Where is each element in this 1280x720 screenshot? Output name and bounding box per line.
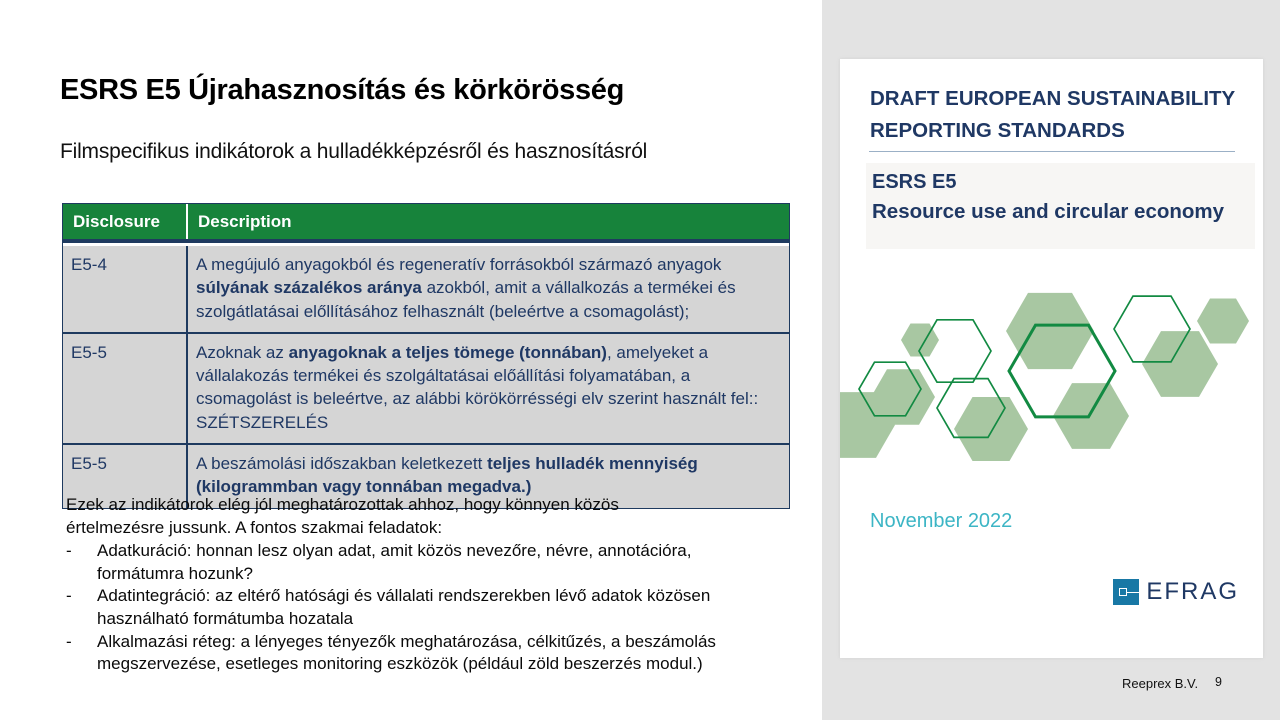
- table-body: [63, 243, 789, 508]
- bullet-text: Alkalmazási réteg: a lényeges tényezők meghatározása, célkitűzés, a beszámolás megszervezése, esetleges monitoring eszközök (például zöld beszerzés modul.): [97, 631, 716, 674]
- notes-section: [66, 494, 786, 676]
- bullet-marker: -: [66, 541, 72, 561]
- table-header-description: Description: [198, 212, 292, 231]
- esrs-cover-image: [840, 59, 1263, 658]
- slide-subtitle: Filmspecifikus indikátorok a hulladékképzésről és hasznosításról: [60, 140, 648, 163]
- disclosure-cell: E5-5: [63, 445, 188, 508]
- table-header-disclosure: Disclosure: [63, 204, 188, 239]
- disclosure-cell: E5-4: [63, 246, 188, 332]
- bullet-marker: -: [66, 586, 72, 606]
- page-number: 9: [1215, 675, 1222, 689]
- disclosure-cell: E5-5: [63, 334, 188, 443]
- list-item: [66, 540, 762, 585]
- efrag-logo: [1113, 578, 1239, 606]
- efrag-logo-icon: [1113, 579, 1139, 605]
- disclosure-table: [62, 203, 790, 509]
- table-row: [63, 246, 789, 332]
- notes-intro: Ezek az indikátorok elég jól meghatározottak ahhoz, hogy könnyen közös értelmezésre jussunk. A fontos szakmai feladatok:: [66, 495, 619, 537]
- bullet-marker: -: [66, 631, 72, 651]
- table-row: [63, 332, 789, 443]
- cover-standard-code: ESRS E5: [872, 171, 957, 193]
- cover-subtitle-band: [866, 163, 1255, 249]
- cover-divider-line: [869, 151, 1235, 152]
- footer-company: Reeprex B.V.: [1122, 676, 1199, 691]
- list-item: [66, 585, 762, 630]
- list-item: [66, 631, 762, 676]
- table-header-row: [63, 204, 789, 243]
- cover-title: DRAFT EUROPEAN SUSTAINABILITY REPORTING STANDARDS: [870, 87, 1235, 142]
- efrag-logo-text: EFRAG: [1146, 578, 1239, 605]
- bullet-text: Adatkuráció: honnan lesz olyan adat, amit közös nevezőre, névre, annotációra, formátumra hozunk?: [97, 541, 692, 583]
- cover-date: November 2022: [870, 510, 1013, 532]
- description-cell: Azoknak az anyagoknak a teljes tömege (tonnában), amelyeket a vállalakozás termékei és szolgáltatásai előállítási folyamatában, a csomagolást is beleértve, az alábbi körökörrésségi elv szerint használt fel:: SZÉTSZERELÉS: [196, 342, 759, 432]
- bullet-text: Adatintegráció: az eltérő hatósági és vállalati rendszerekben lévő adatok közösen használható formátumba hozatala: [97, 586, 711, 629]
- hexagon-graphic: [840, 249, 1263, 480]
- slide-title: ESRS E5 Újrahasznosítás és körkörösség: [60, 74, 625, 106]
- description-cell: A megújuló anyagokból és regeneratív forrásokból származó anyagok súlyának százalékos aránya azokból, amit a vállalkozás a termékei és szolgátlatásai előllításához felhasznált (beleértve a csomagolást);: [196, 255, 736, 321]
- cover-standard-name: Resource use and circular economy: [872, 200, 1225, 223]
- description-cell: A beszámolási időszakban keletkezett teljes hulladék mennyiség (kilogrammban vagy tonnában megadva.): [196, 453, 698, 497]
